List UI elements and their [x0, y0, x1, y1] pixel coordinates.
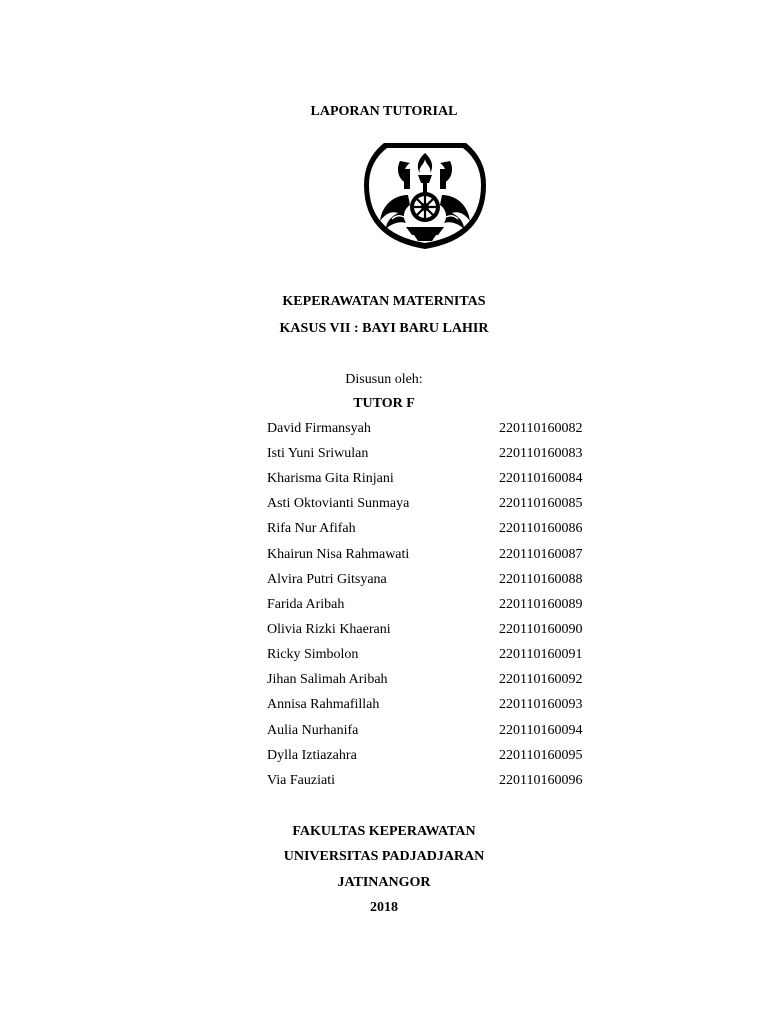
member-row	[267, 421, 607, 439]
member-id: 220110160091	[499, 647, 583, 662]
member-id: 220110160086	[499, 521, 583, 536]
member-name: Via Fauziati	[267, 773, 335, 788]
member-row	[267, 723, 607, 741]
member-row	[267, 547, 607, 565]
member-row	[267, 748, 607, 766]
member-name: Kharisma Gita Rinjani	[267, 471, 394, 486]
member-row	[267, 672, 607, 690]
university-name: UNIVERSITAS PADJADJARAN	[283, 849, 485, 864]
year: 2018	[370, 900, 398, 915]
city-name: JATINANGOR	[337, 875, 431, 890]
course-title: KEPERAWATAN MATERNITAS	[282, 294, 486, 309]
member-name: Asti Oktovianti Sunmaya	[267, 496, 410, 511]
member-id: 220110160095	[499, 748, 583, 763]
member-name: Alvira Putri Gitsyana	[267, 572, 387, 587]
member-row	[267, 521, 607, 539]
member-id: 220110160087	[499, 547, 583, 562]
member-row	[267, 597, 607, 615]
member-name: David Firmansyah	[267, 421, 371, 436]
university-seal-icon	[360, 139, 490, 253]
compiled-by-label: Disusun oleh:	[345, 372, 423, 387]
member-row	[267, 471, 607, 489]
case-title: KASUS VII : BAYI BARU LAHIR	[279, 321, 489, 336]
member-name: Rifa Nur Afifah	[267, 521, 356, 536]
member-name: Dylla Iztiazahra	[267, 748, 357, 763]
tutor-group: TUTOR F	[353, 396, 415, 411]
member-name: Jihan Salimah Aribah	[267, 672, 388, 687]
member-row	[267, 697, 607, 715]
report-title: LAPORAN TUTORIAL	[310, 104, 458, 119]
member-name: Isti Yuni Sriwulan	[267, 446, 369, 461]
member-name: Khairun Nisa Rahmawati	[267, 547, 410, 562]
member-id: 220110160096	[499, 773, 583, 788]
member-name: Farida Aribah	[267, 597, 345, 612]
member-id: 220110160085	[499, 496, 583, 511]
member-row	[267, 496, 607, 514]
member-row	[267, 572, 607, 590]
member-id: 220110160082	[499, 421, 583, 436]
member-id: 220110160088	[499, 572, 583, 587]
member-id: 220110160094	[499, 723, 583, 738]
member-row	[267, 647, 607, 665]
member-name: Aulia Nurhanifa	[267, 723, 359, 738]
member-id: 220110160083	[499, 446, 583, 461]
member-name: Annisa Rahmafillah	[267, 697, 380, 712]
member-row	[267, 773, 607, 791]
member-row	[267, 446, 607, 464]
faculty-name: FAKULTAS KEPERAWATAN	[292, 824, 476, 839]
member-id: 220110160084	[499, 471, 583, 486]
member-id: 220110160089	[499, 597, 583, 612]
member-name: Ricky Simbolon	[267, 647, 359, 662]
member-id: 220110160092	[499, 672, 583, 687]
member-name: Olivia Rizki Khaerani	[267, 622, 391, 637]
member-id: 220110160093	[499, 697, 583, 712]
member-row	[267, 622, 607, 640]
member-id: 220110160090	[499, 622, 583, 637]
